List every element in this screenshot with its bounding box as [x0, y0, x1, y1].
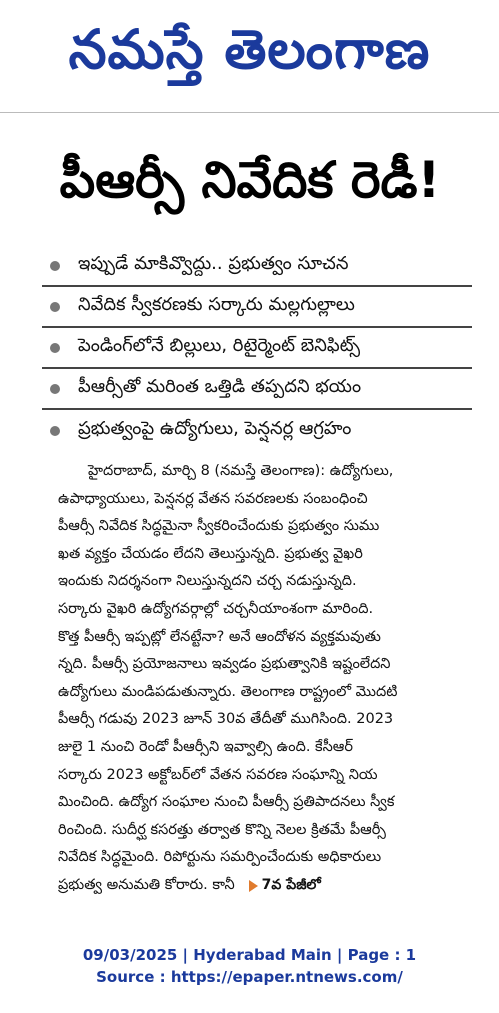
bullet-item — [42, 410, 472, 451]
footer-source[interactable]: Source : https://epaper.ntnews.com/ — [96, 968, 403, 986]
body-line: ఇందుకు నిదర్శనంగా నిలుస్తున్నదని చర్చ నడుస్తున్నది. — [58, 573, 357, 590]
footer — [0, 944, 499, 988]
bullet-dot-icon — [50, 426, 60, 436]
bullet-dot-icon — [50, 261, 60, 271]
headline-text: పీఆర్సీ నివేదిక రెడీ! — [59, 150, 441, 209]
body-line: మించింది. ఉద్యోగ సంఘాల నుంచి పీఆర్సీ ప్రతిపాదనలు స్వీక — [58, 794, 395, 811]
body-line: నివేదిక సిద్ధమైంది. రిపోర్టును సమర్పించేందుకు అధికారులు — [58, 849, 382, 866]
footer-date-edition: 09/03/2025 | Hyderabad Main | Page : 1 — [82, 946, 417, 964]
headline — [20, 140, 480, 232]
arrow-right-icon — [249, 880, 258, 892]
bullet-item — [42, 369, 472, 410]
body-line: ప్రభుత్వ అనుమతి కోరారు. కానీ — [58, 876, 235, 893]
body-line: పీఆర్సీ గడువు 2023 జూన్ 30వ తేదీతో ముగిసింది. 2023 — [58, 711, 394, 728]
body-line: ఉపాధ్యాయులు, పెన్షనర్ల వేతన సవరణలకు సంబంధించి — [58, 490, 368, 507]
body-line: సర్కారు వైఖరి ఉద్యోగవర్గాల్లో చర్చనీయాంశంగా మారింది. — [58, 600, 374, 617]
bullet-item — [42, 328, 472, 369]
body-line: కొత్త పీఆర్సీ ఇప్పట్లో లేనట్టేనా? అనే ఆందోళన వ్యక్తమవుతు — [58, 628, 381, 645]
bullet-item — [42, 287, 472, 328]
bullet-dot-icon — [50, 384, 60, 394]
body-line: పీఆర్సీ నివేదిక సిద్ధమైనా స్వీకరించేందుకు ప్రభుత్వం సుము — [58, 518, 380, 535]
masthead — [0, 0, 499, 112]
bullet-list — [42, 246, 472, 451]
bullet-dot-icon — [50, 343, 60, 353]
body-line: జులై 1 నుంచి రెండో పీఆర్సీని ఇవ్వాల్సి ఉంది. కేసీఆర్ — [58, 738, 353, 755]
bullet-dot-icon — [50, 302, 60, 312]
continued-text: 7వ పేజీలో — [261, 876, 321, 893]
bullet-text: పీఆర్సీతో మరింత ఒత్తిడి తప్పదని భయం — [78, 376, 362, 397]
body-last-line — [58, 872, 466, 900]
body-line: రించింది. సుదీర్ఘ కసరత్తు తర్వాత కొన్ని నెలల క్రితమే పీఆర్సీ — [58, 821, 386, 838]
body-line: ఉద్యోగులు మండిపడుతున్నారు. తెలంగాణ రాష్ట్రంలో మొదటి — [58, 683, 398, 700]
bullet-text: ఇప్పుడే మాకివ్వొద్దు.. ప్రభుత్వం సూచన — [78, 253, 349, 274]
article-body — [58, 458, 466, 900]
continued-link[interactable] — [249, 872, 321, 900]
bullet-text: పెండింగ్‌లోనే బిల్లులు, రిటైర్మెంట్ బెనిఫిట్స్ — [78, 335, 361, 356]
body-line: హైదరాబాద్, మార్చి 8 (నమస్తే తెలంగాణ): ఉద్యోగులు, — [88, 463, 394, 479]
body-line: ఖత వ్యక్తం చేయడం లేదని తెలుస్తున్నది. ప్రభుత్వ వైఖరి — [58, 545, 363, 562]
bullet-text: ప్రభుత్వంపై ఉద్యోగులు, పెన్షనర్ల ఆగ్రహం — [78, 418, 352, 439]
bullet-text: నివేదిక స్వీకరణకు సర్కారు మల్లగుల్లాలు — [78, 294, 355, 315]
body-line: సర్కారు 2023 అక్టోబర్‌లో వేతన సవరణ సంఘాన్ని నియ — [58, 766, 378, 783]
bullet-item — [42, 246, 472, 287]
body-line: న్నది. పీఆర్సీ ప్రయోజనాలు ఇవ్వడం ప్రభుత్వానికి ఇష్టంలేదని — [58, 656, 391, 673]
masthead-divider — [0, 112, 499, 113]
masthead-title: నమస్తే తెలంగాణ — [68, 17, 431, 81]
